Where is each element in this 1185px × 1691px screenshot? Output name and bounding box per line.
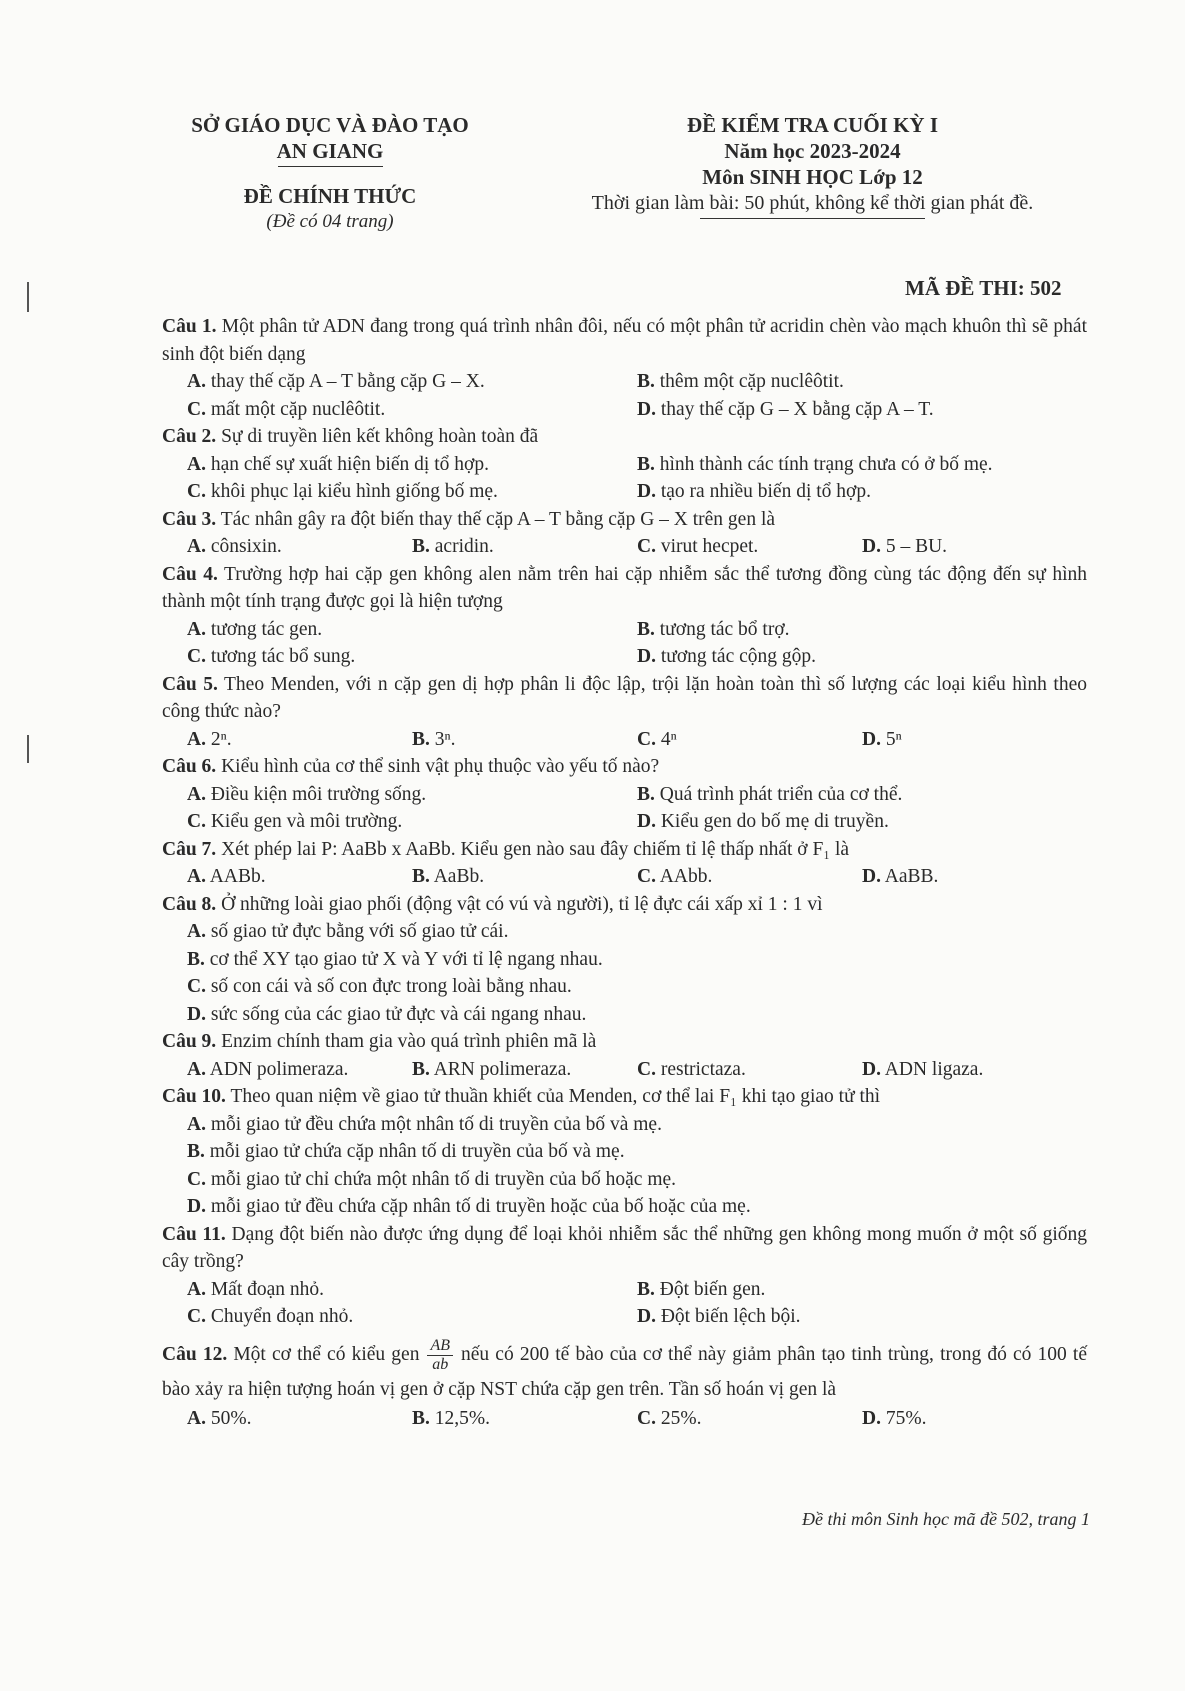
time-note: Thời gian làm bài: 50 phút, không kể thời gian phát đề.	[591, 192, 1034, 214]
option-letter: C.	[637, 536, 656, 557]
answer-option	[187, 616, 637, 644]
option-letter: B.	[412, 866, 430, 887]
answer-option	[187, 808, 637, 836]
option-text: 5ⁿ	[885, 728, 902, 750]
option-text: mỗi giao tử đều chứa một nhân tố di truyền của bố và mẹ.	[210, 1113, 662, 1135]
pages-note: (Đề có 04 trang)	[266, 211, 394, 232]
answer-option	[637, 1405, 862, 1433]
option-letter: A.	[187, 1113, 206, 1135]
option-letter: D.	[637, 646, 656, 667]
question-label: Câu 9.	[162, 1031, 217, 1052]
answer-option	[187, 781, 637, 809]
question-list	[162, 313, 1087, 1432]
answer-option	[187, 1111, 1087, 1139]
school-year: Năm học 2023-2024	[724, 139, 901, 163]
answer-option	[187, 1276, 637, 1304]
question-label: Câu 6.	[162, 756, 217, 777]
question-text: Kiểu hình của cơ thể sinh vật phụ thuộc vào yếu tố nào?	[221, 756, 660, 777]
question-stem	[162, 1221, 1087, 1276]
option-letter: D.	[862, 536, 881, 557]
answer-option	[187, 1166, 1087, 1194]
question	[162, 836, 1087, 891]
answer-option	[862, 1056, 1087, 1084]
option-letter: B.	[412, 728, 430, 750]
option-text: Mất đoạn nhỏ.	[210, 1278, 325, 1300]
genotype-fraction	[427, 1337, 453, 1374]
answer-option	[187, 946, 1087, 974]
answer-option	[862, 1405, 1087, 1433]
question-label: Câu 4.	[162, 563, 218, 585]
option-text: AAbb.	[659, 866, 713, 887]
answer-option	[637, 643, 1087, 671]
question-label: Câu 3.	[162, 508, 217, 530]
option-letter: A.	[187, 728, 206, 750]
answer-option	[187, 863, 412, 891]
option-text: hình thành các tính trạng chưa có ở bố mẹ.	[659, 453, 993, 475]
exam-title: ĐỀ KIỂM TRA CUỐI KỲ I	[686, 113, 939, 137]
option-text: acridin.	[434, 536, 494, 557]
question-text: Trường hợp hai cặp gen không alen nằm trên hai cặp nhiễm sắc thể tương đồng cùng tác động đến sự hình thành một tính trạng được gọi là hiện tượng	[162, 563, 1087, 612]
option-text: tương tác cộng gộp.	[660, 646, 817, 667]
option-text: AaBB.	[884, 866, 939, 887]
answer-option	[637, 533, 862, 561]
option-text: mỗi giao tử chứa cặp nhân tố di truyền của bố và mẹ.	[209, 1141, 625, 1162]
option-text: 50%.	[210, 1407, 252, 1429]
option-text: Đột biến lệch bội.	[660, 1306, 801, 1327]
option-text: thay thế cặp A – T bằng cặp G – X.	[210, 371, 485, 392]
answer-option	[412, 863, 637, 891]
question-stem	[162, 561, 1087, 616]
question	[162, 506, 1087, 561]
answer-option	[862, 863, 1087, 891]
option-letter: A.	[187, 1058, 206, 1080]
option-text: Quá trình phát triển của cơ thể.	[659, 783, 903, 805]
answer-option	[637, 478, 1087, 506]
question	[162, 753, 1087, 836]
option-letter: D.	[637, 481, 656, 502]
exam-code: MÃ ĐỀ THI: 502	[905, 276, 1062, 300]
question-label: Câu 10.	[162, 1086, 226, 1107]
option-text: Chuyển đoạn nhỏ.	[210, 1306, 354, 1327]
answer-option	[637, 863, 862, 891]
options	[162, 368, 1087, 423]
answer-option	[412, 726, 637, 754]
option-letter: A.	[187, 783, 206, 805]
option-letter: D.	[862, 866, 881, 887]
question-label: Câu 12.	[162, 1343, 228, 1365]
option-letter: A.	[187, 1407, 206, 1429]
official-label: ĐỀ CHÍNH THỨC	[243, 184, 417, 208]
question-stem	[162, 753, 1087, 781]
option-letter: C.	[637, 1407, 656, 1429]
option-letter: C.	[187, 1168, 206, 1190]
option-text: 5 – BU.	[885, 536, 948, 557]
options	[162, 1405, 1087, 1433]
option-text: 4ⁿ	[660, 728, 677, 750]
answer-option	[187, 1405, 412, 1433]
option-letter: D.	[862, 728, 881, 750]
question-text: Xét phép lai P: AaBb x AaBb. Kiểu gen nào sau đây chiếm tỉ lệ thấp nhất ở F₁ là	[221, 838, 850, 860]
option-letter: B.	[412, 1407, 430, 1429]
answer-option	[637, 368, 1087, 396]
option-letter: B.	[412, 536, 430, 557]
option-letter: A.	[187, 536, 206, 557]
question	[162, 561, 1087, 671]
option-letter: D.	[187, 1003, 206, 1025]
question-stem	[162, 423, 1087, 451]
question-text: Một cơ thể có kiểu gen	[233, 1343, 420, 1365]
option-text: ARN polimeraza.	[433, 1058, 572, 1080]
answer-option	[637, 396, 1087, 424]
answer-option	[187, 726, 412, 754]
option-letter: B.	[412, 1058, 430, 1080]
option-text: mỗi giao tử đều chứa cặp nhân tố di truyền hoặc của bố hoặc của mẹ.	[210, 1196, 751, 1217]
question-text: Sự di truyền liên kết không hoàn toàn đã	[221, 426, 539, 447]
options	[162, 1056, 1087, 1084]
question-stem	[162, 1083, 1087, 1111]
answer-option	[187, 1001, 1087, 1029]
question-stem	[162, 671, 1087, 726]
option-text: mất một cặp nuclêôtit.	[210, 398, 386, 420]
question-label: Câu 2.	[162, 426, 217, 447]
option-text: 2ⁿ.	[210, 728, 232, 750]
options	[162, 1276, 1087, 1331]
scan-mark	[27, 735, 29, 763]
option-text: AABb.	[209, 866, 266, 887]
question	[162, 891, 1087, 1029]
answer-option	[637, 1276, 1087, 1304]
answer-option	[187, 1303, 637, 1331]
question-stem	[162, 1337, 1087, 1405]
option-text: tạo ra nhiều biến dị tổ hợp.	[660, 481, 871, 502]
answer-option	[637, 1056, 862, 1084]
options	[162, 781, 1087, 836]
option-letter: B.	[187, 948, 205, 970]
question	[162, 313, 1087, 423]
option-text: restrictaza.	[660, 1058, 746, 1080]
option-text: Điều kiện môi trường sống.	[210, 783, 427, 805]
option-letter: C.	[187, 481, 206, 502]
option-letter: A.	[187, 1278, 206, 1300]
answer-option	[862, 533, 1087, 561]
option-letter: B.	[187, 1141, 205, 1162]
answer-option	[187, 918, 1087, 946]
option-text: mỗi giao tử chỉ chứa một nhân tố di truyền của bố hoặc mẹ.	[210, 1168, 677, 1190]
fraction-numerator: AB	[427, 1337, 453, 1356]
question-stem	[162, 891, 1087, 919]
option-text: số con cái và số con đực trong loài bằng nhau.	[210, 976, 572, 997]
question-text: Dạng đột biến nào được ứng dụng để loại khỏi nhiễm sắc thể những gen không mong muốn ở một số giống cây trồng?	[162, 1223, 1088, 1272]
option-letter: C.	[637, 866, 656, 887]
option-text: cônsixin.	[210, 536, 282, 557]
option-text: Đột biến gen.	[659, 1278, 766, 1300]
option-text: số giao tử đực bằng với số giao tử cái.	[210, 921, 509, 942]
option-text: 3ⁿ.	[434, 728, 456, 750]
option-letter: D.	[637, 1306, 656, 1327]
question-label: Câu 1.	[162, 316, 217, 337]
answer-option	[862, 726, 1087, 754]
option-letter: B.	[637, 1278, 655, 1300]
province-name: AN GIANG	[276, 139, 384, 163]
option-letter: A.	[187, 371, 206, 392]
answer-option	[412, 1405, 637, 1433]
option-text: 25%.	[660, 1407, 702, 1429]
option-text: 75%.	[885, 1407, 927, 1429]
question-stem	[162, 506, 1087, 534]
answer-option	[187, 973, 1087, 1001]
option-text: tương tác bổ trợ.	[659, 618, 790, 640]
option-text: AaBb.	[433, 866, 485, 887]
answer-option	[187, 1193, 1087, 1221]
option-letter: C.	[637, 728, 656, 750]
question-text: Theo quan niệm về giao tử thuần khiết của Menden, cơ thể lai F₁ khi tạo giao tử thì	[230, 1086, 881, 1107]
option-text: Kiểu gen do bố mẹ di truyền.	[660, 811, 889, 832]
answer-option	[412, 1056, 637, 1084]
option-text: tương tác bổ sung.	[210, 646, 356, 667]
page-footer: Đề thi môn Sinh học mã đề 502, trang 1	[802, 1509, 1090, 1529]
option-text: ADN polimeraza.	[209, 1058, 349, 1080]
fraction-denominator: ab	[432, 1355, 449, 1373]
option-letter: C.	[187, 976, 206, 997]
option-text: sức sống của các giao tử đực và cái ngang nhau.	[210, 1003, 587, 1025]
option-letter: D.	[187, 1196, 206, 1217]
header-right	[535, 112, 1090, 219]
option-letter: A.	[187, 453, 206, 475]
option-letter: D.	[862, 1058, 881, 1080]
question-text: Tác nhân gây ra đột biến thay thế cặp A – T bằng cặp G – X trên gen là	[220, 508, 776, 530]
options	[162, 533, 1087, 561]
option-letter: C.	[637, 1058, 656, 1080]
option-letter: A.	[187, 921, 206, 942]
option-letter: D.	[637, 398, 656, 420]
question	[162, 1083, 1087, 1221]
answer-option	[637, 616, 1087, 644]
option-letter: D.	[637, 811, 656, 832]
options	[162, 918, 1087, 1028]
question-stem	[162, 313, 1087, 368]
option-text: thay thế cặp G – X bằng cặp A – T.	[660, 398, 934, 420]
question	[162, 1028, 1087, 1083]
question-stem	[162, 836, 1087, 864]
options	[162, 726, 1087, 754]
answer-option	[637, 451, 1087, 479]
answer-option	[187, 1138, 1087, 1166]
option-text: virut hecpet.	[660, 536, 759, 557]
options	[162, 616, 1087, 671]
option-letter: A.	[187, 618, 206, 640]
question-text: nếu có 200 tế bào của cơ thể này giảm phân tạo tinh trùng, trong đó có 100 tế bào xảy ra hiện tượng hoán vị gen ở cặp NST chứa cặp gen trên. Tần số hoán vị gen là	[162, 1343, 1088, 1400]
answer-option	[187, 1056, 412, 1084]
question	[162, 671, 1087, 754]
question-text: Ở những loài giao phối (động vật có vú và người), tỉ lệ đực cái xấp xỉ 1 : 1 vì	[221, 893, 823, 915]
option-text: cơ thể XY tạo giao tử X và Y với tỉ lệ ngang nhau.	[209, 948, 603, 970]
answer-option	[187, 533, 412, 561]
question	[162, 1221, 1087, 1331]
option-letter: B.	[637, 453, 655, 475]
question-label: Câu 7.	[162, 838, 217, 860]
option-text: tương tác gen.	[210, 618, 323, 640]
option-text: khôi phục lại kiểu hình giống bố mẹ.	[210, 481, 498, 502]
answer-option	[187, 396, 637, 424]
options	[162, 863, 1087, 891]
answer-option	[637, 808, 1087, 836]
option-letter: B.	[637, 618, 655, 640]
option-letter: D.	[862, 1407, 881, 1429]
option-letter: C.	[187, 811, 206, 832]
options	[162, 451, 1087, 506]
question-stem	[162, 1028, 1087, 1056]
options	[162, 1111, 1087, 1221]
option-text: 12,5%.	[434, 1407, 491, 1429]
answer-option	[187, 368, 637, 396]
answer-option	[637, 1303, 1087, 1331]
question-label: Câu 11.	[162, 1223, 226, 1245]
option-letter: B.	[637, 371, 655, 392]
option-letter: B.	[637, 783, 655, 805]
option-text: thêm một cặp nuclêôtit.	[659, 371, 844, 392]
option-text: hạn chế sự xuất hiện biến dị tổ hợp.	[210, 453, 489, 475]
option-text: Kiểu gen và môi trường.	[210, 811, 403, 832]
question-text: Enzim chính tham gia vào quá trình phiên mã là	[221, 1031, 597, 1052]
answer-option	[187, 643, 637, 671]
scan-mark	[27, 282, 29, 312]
option-letter: A.	[187, 866, 206, 887]
department-name: SỞ GIÁO DỤC VÀ ĐÀO TẠO	[191, 113, 469, 137]
answer-option	[637, 781, 1087, 809]
option-letter: C.	[187, 1306, 206, 1327]
divider	[278, 166, 383, 167]
answer-option	[187, 451, 637, 479]
option-text: ADN ligaza.	[884, 1058, 984, 1080]
option-letter: C.	[187, 646, 206, 667]
question-label: Câu 5.	[162, 673, 218, 695]
header-left	[160, 112, 500, 235]
question-label: Câu 8.	[162, 893, 217, 915]
answer-option	[637, 726, 862, 754]
question	[162, 1337, 1087, 1433]
question-text: Theo Menden, với n cặp gen dị hợp phân li độc lập, trội lặn hoàn toàn thì số lượng các loại kiểu hình theo công thức nào?	[162, 673, 1087, 722]
question	[162, 423, 1087, 506]
answer-option	[412, 533, 637, 561]
subject: Môn SINH HỌC Lớp 12	[702, 165, 923, 189]
option-letter: C.	[187, 398, 206, 420]
divider	[700, 218, 925, 219]
question-text: Một phân tử ADN đang trong quá trình nhân đôi, nếu có một phân tử acridin chèn vào mạch khuôn thì sẽ phát sinh đột biến dạng	[162, 316, 1087, 365]
answer-option	[187, 478, 637, 506]
